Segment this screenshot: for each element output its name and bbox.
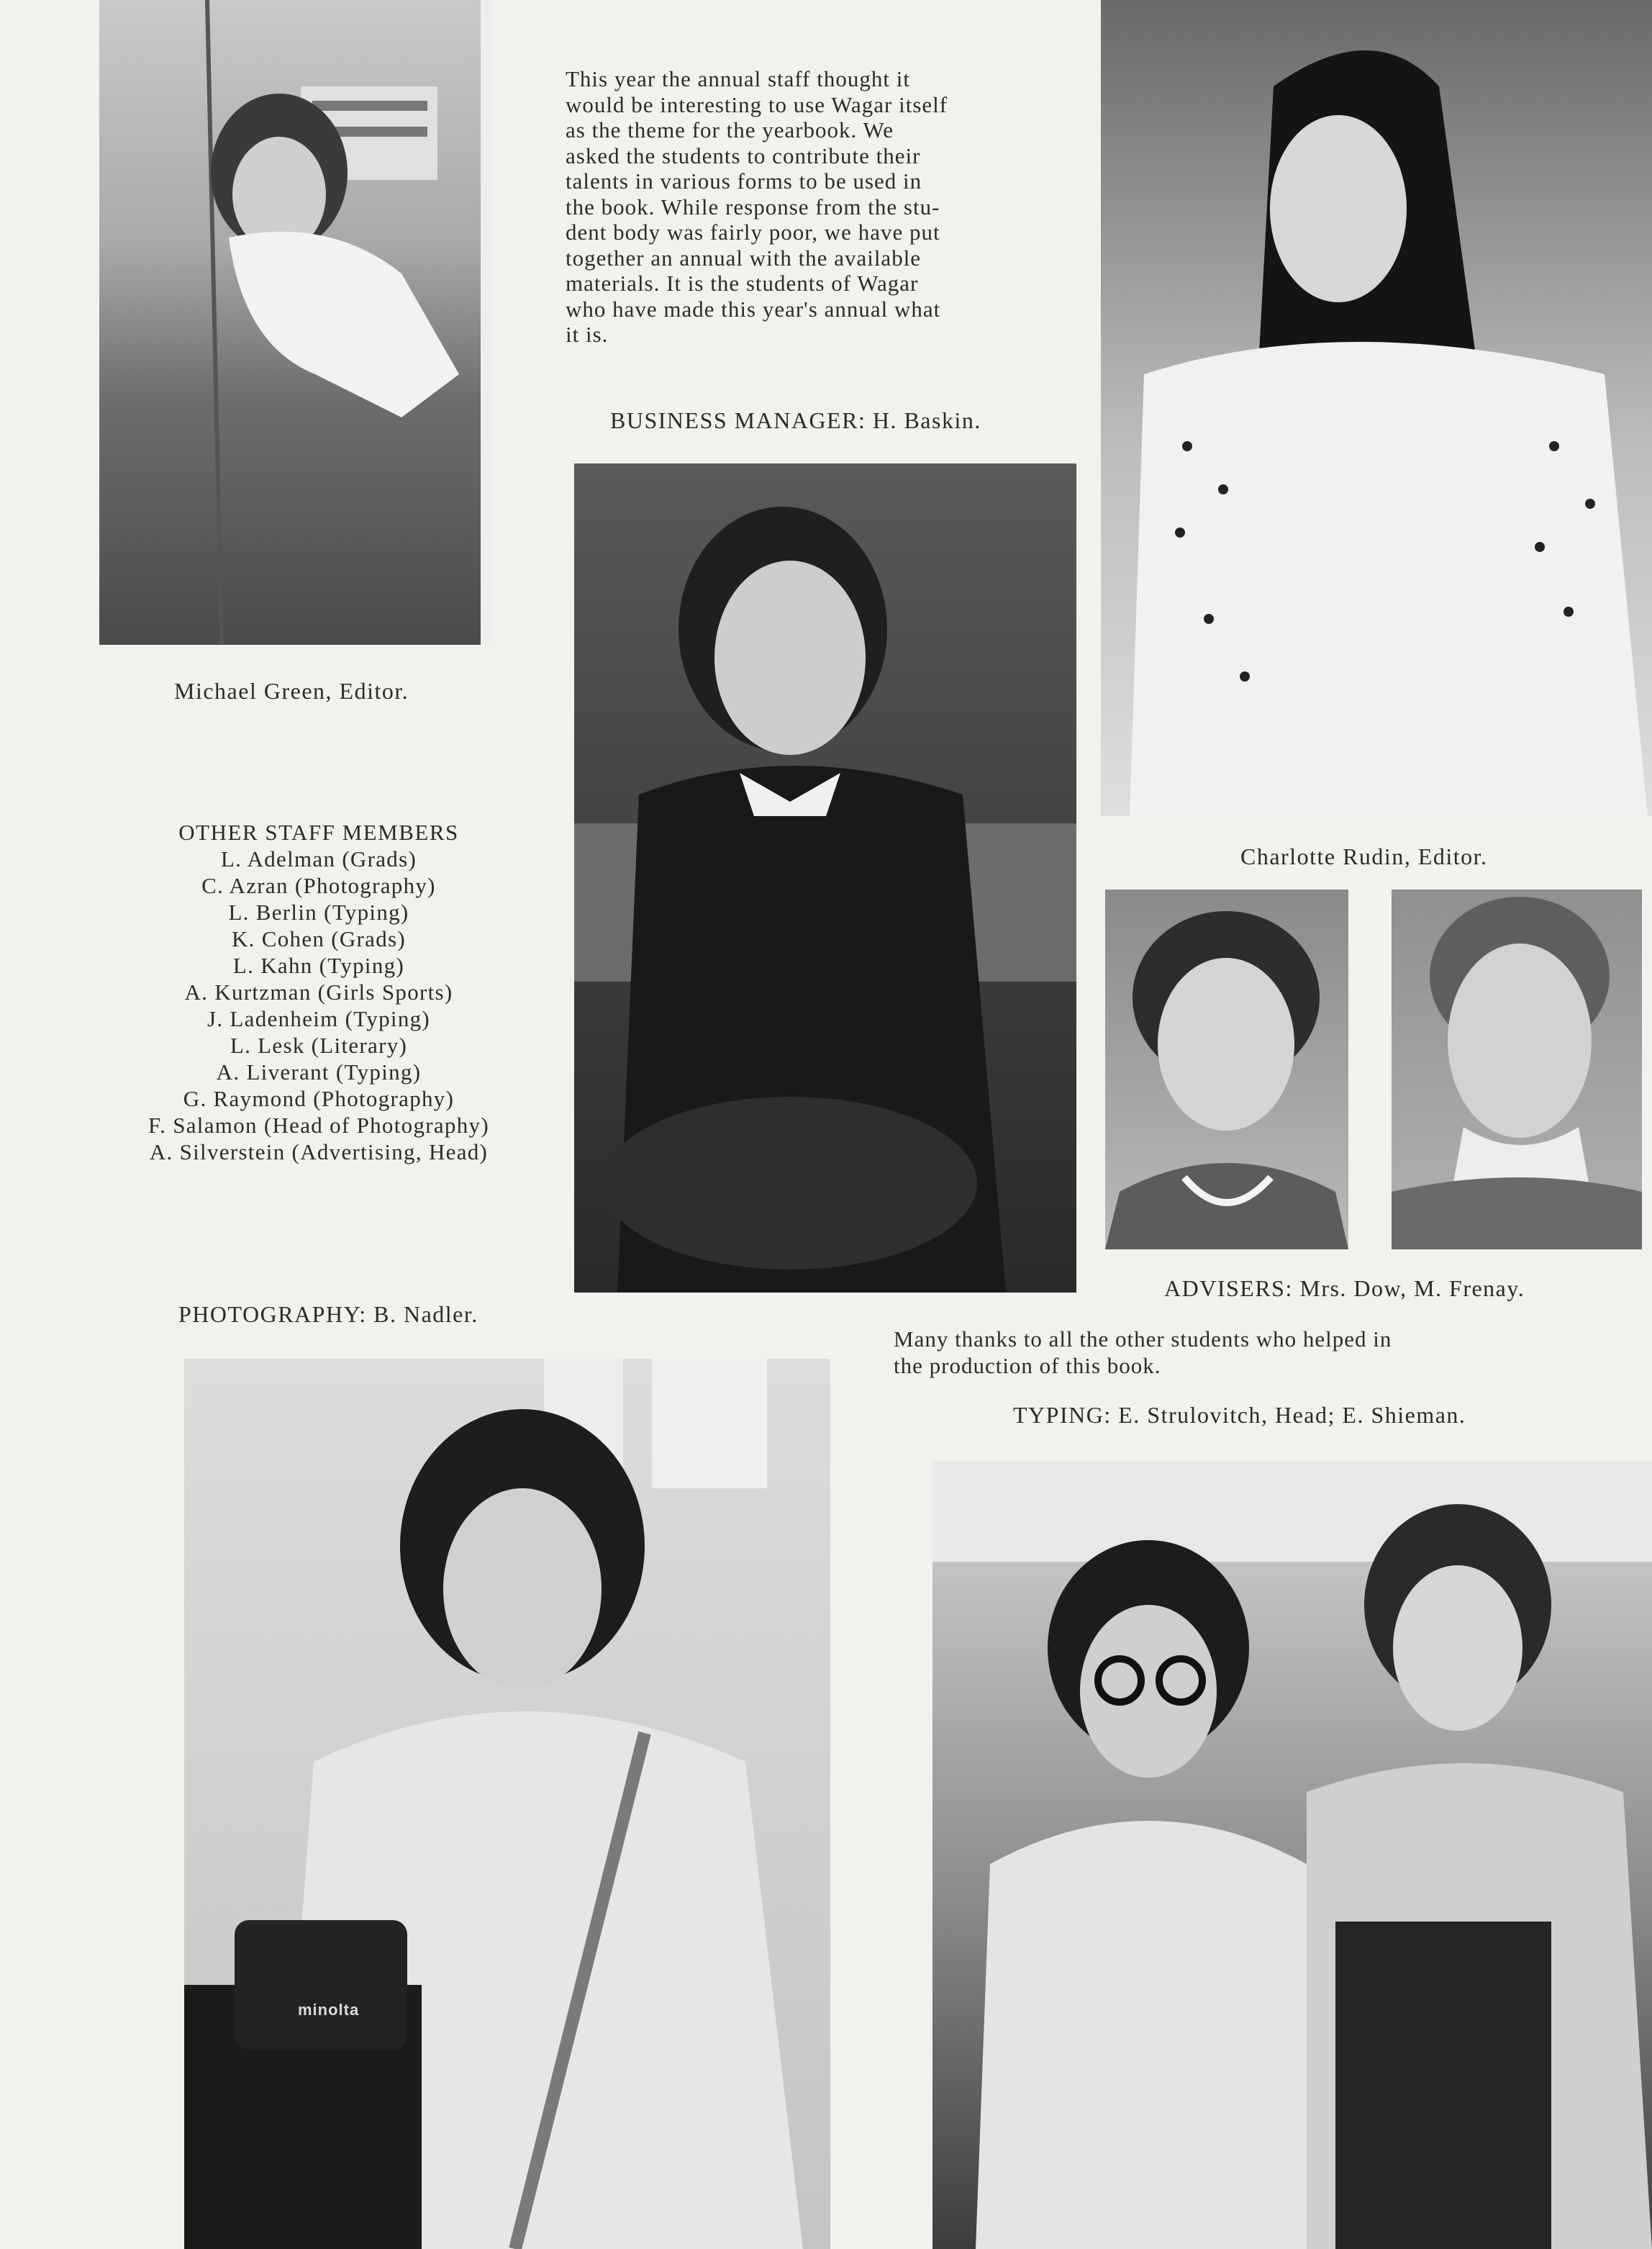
staff-member: J. Ladenheim (Typing) xyxy=(206,1006,431,1031)
caption-business-manager: BUSINESS MANAGER: H. Baskin. xyxy=(610,407,981,433)
staff-member: L. Adelman (Grads) xyxy=(220,846,417,872)
staff-member: G. Raymond (Photography) xyxy=(183,1086,455,1111)
caption-advisers: ADVISERS: Mrs. Dow, M. Frenay. xyxy=(1164,1275,1525,1301)
staff-member: K. Cohen (Grads) xyxy=(231,926,407,951)
intro-line: dent body was fairly poor, we have put xyxy=(566,220,940,245)
intro-line: it is. xyxy=(566,322,609,347)
camera-brand-label: minolta xyxy=(298,2001,360,2019)
intro-paragraph xyxy=(566,66,1069,348)
photo-h-baskin xyxy=(574,463,1076,1293)
staff-list xyxy=(99,819,538,1165)
intro-line: talents in various forms to be used in xyxy=(566,168,922,194)
photo-b-nadler xyxy=(184,1359,830,2249)
intro-line: who have made this year's annual what xyxy=(566,296,941,322)
intro-line: This year the annual staff thought it xyxy=(566,66,910,91)
thanks-line: the production of this book. xyxy=(894,1353,1161,1378)
staff-member: L. Kahn (Typing) xyxy=(232,953,405,978)
staff-member: A. Silverstein (Advertising, Head) xyxy=(149,1139,489,1164)
staff-member: C. Azran (Photography) xyxy=(201,873,436,898)
thanks-line: Many thanks to all the other students who helped in xyxy=(894,1326,1392,1352)
staff-member: L. Berlin (Typing) xyxy=(228,900,409,925)
intro-line: as the theme for the yearbook. We xyxy=(566,117,894,142)
photo-charlotte-rudin xyxy=(1101,0,1652,816)
intro-line: asked the students to contribute their xyxy=(566,142,921,168)
staff-member: A. Kurtzman (Girls Sports) xyxy=(184,979,453,1005)
photo-m-frenay xyxy=(1392,890,1642,1249)
intro-line: the book. While response from the stu- xyxy=(566,194,940,220)
photo-michael-green xyxy=(99,0,494,645)
thanks-note xyxy=(894,1326,1392,1379)
photo-mrs-dow xyxy=(1105,890,1348,1249)
intro-line: materials. It is the students of Wagar xyxy=(566,271,919,296)
intro-line: would be interesting to use Wagar itself xyxy=(566,91,948,117)
caption-editor-rudin: Charlotte Rudin, Editor. xyxy=(1240,843,1488,869)
staff-heading: OTHER STAFF MEMBERS xyxy=(178,820,459,845)
staff-member: A. Liverant (Typing) xyxy=(216,1059,422,1085)
caption-typing: TYPING: E. Strulovitch, Head; E. Shieman. xyxy=(1013,1402,1466,1428)
caption-editor-green: Michael Green, Editor. xyxy=(174,678,409,704)
caption-photography: PHOTOGRAPHY: B. Nadler. xyxy=(178,1301,478,1327)
photo-typing-staff xyxy=(932,1461,1652,2249)
staff-member: L. Lesk (Literary) xyxy=(230,1033,408,1058)
intro-line: together an annual with the available xyxy=(566,245,922,271)
staff-member: F. Salamon (Head of Photography) xyxy=(148,1113,489,1138)
